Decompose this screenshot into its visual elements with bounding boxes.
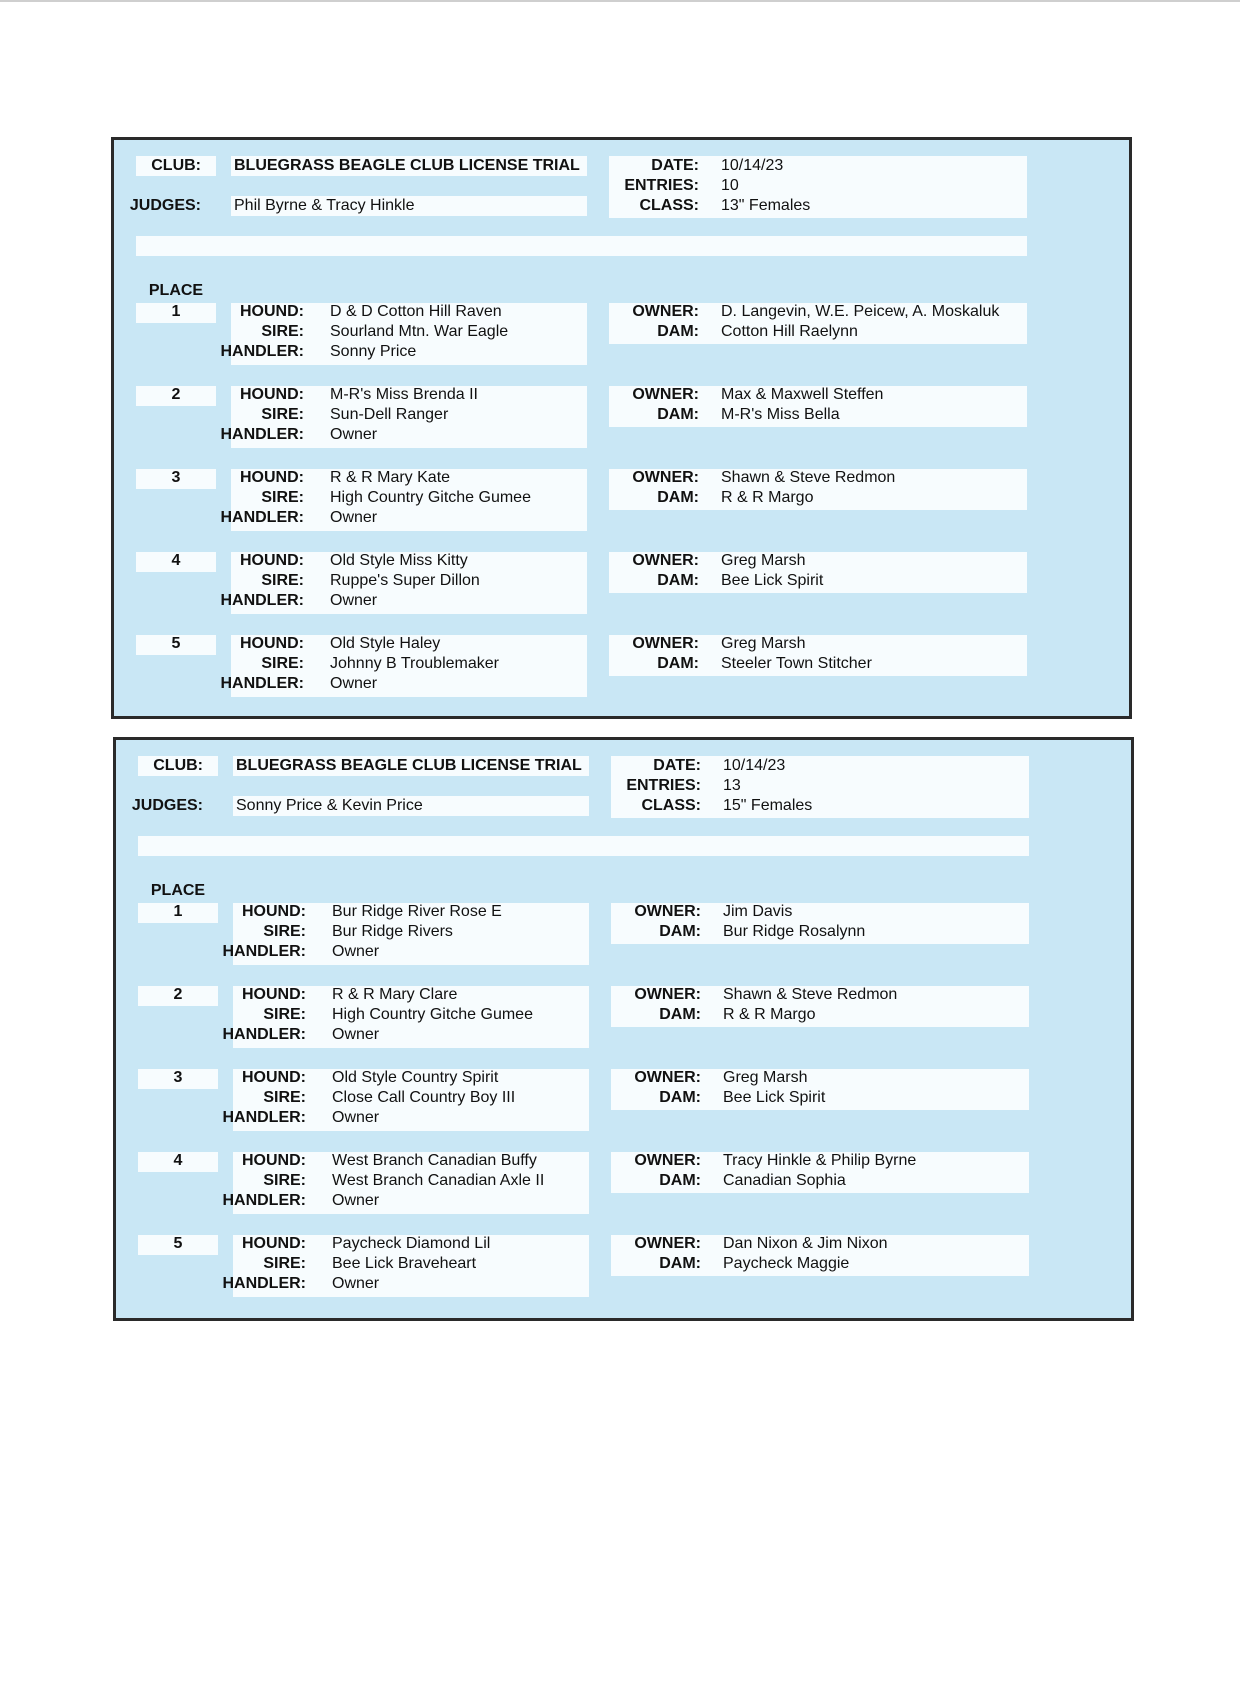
- handler-name: Owner: [332, 1109, 380, 1126]
- sire-name: Close Call Country Boy III: [332, 1089, 516, 1106]
- handler-name: Owner: [330, 592, 378, 609]
- sire-label: SIRE:: [261, 655, 304, 672]
- place-header: PLACE: [150, 882, 206, 899]
- dam-name: Steeler Town Stitcher: [721, 655, 872, 672]
- date-value: 10/14/23: [721, 157, 784, 174]
- owner-name: Shawn & Steve Redmon: [721, 469, 896, 486]
- club-name: BLUEGRASS BEAGLE CLUB LICENSE TRIAL: [234, 157, 580, 174]
- handler-name: Owner: [332, 1192, 380, 1209]
- sire-label: SIRE:: [263, 923, 306, 940]
- dam-name: Bee Lick Spirit: [721, 572, 824, 589]
- place-number: 5: [173, 1235, 183, 1252]
- dam-label: DAM:: [659, 1255, 701, 1272]
- sire-name: High Country Gitche Gumee: [332, 1006, 533, 1023]
- owner-name: Tracy Hinkle & Philip Byrne: [723, 1152, 917, 1169]
- place-number: 4: [171, 552, 181, 569]
- sire-name: Sourland Mtn. War Eagle: [330, 323, 509, 340]
- owner-name: Greg Marsh: [723, 1069, 808, 1086]
- hound-label: HOUND:: [240, 386, 304, 403]
- hound-name: Old Style Miss Kitty: [330, 552, 468, 569]
- place-number: 5: [171, 635, 181, 652]
- hound-name: Bur Ridge River Rose E: [332, 903, 502, 920]
- place-number: 3: [171, 469, 181, 486]
- handler-name: Sonny Price: [330, 343, 417, 360]
- dam-label: DAM:: [659, 1089, 701, 1106]
- hound-name: Paycheck Diamond Lil: [332, 1235, 491, 1252]
- handler-label: HANDLER:: [222, 943, 306, 960]
- owner-label: OWNER:: [634, 986, 701, 1003]
- place-number: 2: [171, 386, 181, 403]
- owner-label: OWNER:: [634, 1069, 701, 1086]
- place-number: 2: [173, 986, 183, 1003]
- dam-label: DAM:: [657, 572, 699, 589]
- hound-label: HOUND:: [242, 1152, 306, 1169]
- handler-label: HANDLER:: [220, 343, 304, 360]
- handler-label: HANDLER:: [220, 675, 304, 692]
- hound-label: HOUND:: [242, 1069, 306, 1086]
- sire-label: SIRE:: [261, 572, 304, 589]
- sire-label: SIRE:: [261, 406, 304, 423]
- hound-label: HOUND:: [240, 635, 304, 652]
- hound-label: HOUND:: [242, 986, 306, 1003]
- hound-name: R & R Mary Kate: [330, 469, 451, 486]
- place-number: 3: [173, 1069, 183, 1086]
- sire-label: SIRE:: [263, 1172, 306, 1189]
- handler-name: Owner: [330, 675, 378, 692]
- dam-label: DAM:: [657, 655, 699, 672]
- entries-label: ENTRIES:: [626, 777, 701, 794]
- sire-label: SIRE:: [263, 1089, 306, 1106]
- owner-name: Max & Maxwell Steffen: [721, 386, 884, 403]
- dam-name: R & R Margo: [723, 1006, 816, 1023]
- hound-name: Old Style Haley: [330, 635, 441, 652]
- hound-label: HOUND:: [240, 303, 304, 320]
- sire-name: Sun-Dell Ranger: [330, 406, 449, 423]
- dam-name: M-R's Miss Bella: [721, 406, 840, 423]
- class-label: CLASS:: [639, 197, 699, 214]
- sire-label: SIRE:: [263, 1255, 306, 1272]
- hound-label: HOUND:: [240, 552, 304, 569]
- sire-label: SIRE:: [261, 489, 304, 506]
- hound-label: HOUND:: [242, 1235, 306, 1252]
- handler-label: HANDLER:: [220, 426, 304, 443]
- owner-name: D. Langevin, W.E. Peicew, A. Moskaluk: [721, 303, 1000, 320]
- class-value: 15" Females: [723, 797, 813, 814]
- sire-name: Johnny B Troublemaker: [330, 655, 499, 672]
- spacer-bar: [138, 836, 1029, 856]
- handler-label: HANDLER:: [222, 1275, 306, 1292]
- dam-name: Cotton Hill Raelynn: [721, 323, 858, 340]
- place-number: 1: [171, 303, 181, 320]
- hound-name: West Branch Canadian Buffy: [332, 1152, 537, 1169]
- handler-name: Owner: [330, 426, 378, 443]
- sire-name: Ruppe's Super Dillon: [330, 572, 480, 589]
- owner-name: Jim Davis: [723, 903, 793, 920]
- dam-name: Canadian Sophia: [723, 1172, 846, 1189]
- sire-label: SIRE:: [261, 323, 304, 340]
- handler-name: Owner: [332, 1026, 380, 1043]
- dam-label: DAM:: [657, 489, 699, 506]
- judges-label: JUDGES:: [129, 197, 201, 214]
- sire-name: Bur Ridge Rivers: [332, 923, 453, 940]
- handler-name: Owner: [330, 509, 378, 526]
- owner-label: OWNER:: [634, 1152, 701, 1169]
- result-card: [113, 737, 1134, 1321]
- hound-name: D & D Cotton Hill Raven: [330, 303, 502, 320]
- dam-label: DAM:: [659, 1172, 701, 1189]
- scan-edge: [0, 0, 1240, 2]
- handler-label: HANDLER:: [222, 1109, 306, 1126]
- hound-label: HOUND:: [240, 469, 304, 486]
- club-label: CLUB:: [151, 157, 201, 174]
- dam-name: Paycheck Maggie: [723, 1255, 850, 1272]
- spacer-bar: [136, 236, 1027, 256]
- class-label: CLASS:: [641, 797, 701, 814]
- entries-value: 10: [721, 177, 739, 194]
- date-label: DATE:: [651, 157, 699, 174]
- date-value: 10/14/23: [723, 757, 786, 774]
- class-value: 13" Females: [721, 197, 811, 214]
- hound-name: M-R's Miss Brenda II: [330, 386, 478, 403]
- sire-name: Bee Lick Braveheart: [332, 1255, 477, 1272]
- judges-label: JUDGES:: [131, 797, 203, 814]
- dam-name: R & R Margo: [721, 489, 814, 506]
- dam-label: DAM:: [659, 923, 701, 940]
- owner-label: OWNER:: [632, 469, 699, 486]
- judges-names: Sonny Price & Kevin Price: [236, 797, 423, 814]
- owner-label: OWNER:: [632, 552, 699, 569]
- result-card: [111, 137, 1132, 719]
- dam-label: DAM:: [659, 1006, 701, 1023]
- club-label: CLUB:: [153, 757, 203, 774]
- owner-label: OWNER:: [632, 635, 699, 652]
- owner-label: OWNER:: [632, 386, 699, 403]
- owner-name: Greg Marsh: [721, 552, 806, 569]
- handler-label: HANDLER:: [222, 1192, 306, 1209]
- hound-name: Old Style Country Spirit: [332, 1069, 499, 1086]
- hound-label: HOUND:: [242, 903, 306, 920]
- place-header: PLACE: [148, 282, 204, 299]
- handler-label: HANDLER:: [222, 1026, 306, 1043]
- owner-label: OWNER:: [634, 1235, 701, 1252]
- dam-label: DAM:: [657, 323, 699, 340]
- owner-name: Greg Marsh: [721, 635, 806, 652]
- entries-value: 13: [723, 777, 741, 794]
- club-name: BLUEGRASS BEAGLE CLUB LICENSE TRIAL: [236, 757, 582, 774]
- entries-label: ENTRIES:: [624, 177, 699, 194]
- place-number: 4: [173, 1152, 183, 1169]
- sire-name: West Branch Canadian Axle II: [332, 1172, 545, 1189]
- handler-name: Owner: [332, 943, 380, 960]
- hound-name: R & R Mary Clare: [332, 986, 458, 1003]
- owner-label: OWNER:: [632, 303, 699, 320]
- date-label: DATE:: [653, 757, 701, 774]
- owner-name: Dan Nixon & Jim Nixon: [723, 1235, 888, 1252]
- handler-label: HANDLER:: [220, 592, 304, 609]
- handler-name: Owner: [332, 1275, 380, 1292]
- sire-name: High Country Gitche Gumee: [330, 489, 531, 506]
- owner-label: OWNER:: [634, 903, 701, 920]
- place-number: 1: [173, 903, 183, 920]
- dam-label: DAM:: [657, 406, 699, 423]
- owner-name: Shawn & Steve Redmon: [723, 986, 898, 1003]
- handler-label: HANDLER:: [220, 509, 304, 526]
- sire-label: SIRE:: [263, 1006, 306, 1023]
- judges-names: Phil Byrne & Tracy Hinkle: [234, 197, 415, 214]
- dam-name: Bee Lick Spirit: [723, 1089, 826, 1106]
- dam-name: Bur Ridge Rosalynn: [723, 923, 866, 940]
